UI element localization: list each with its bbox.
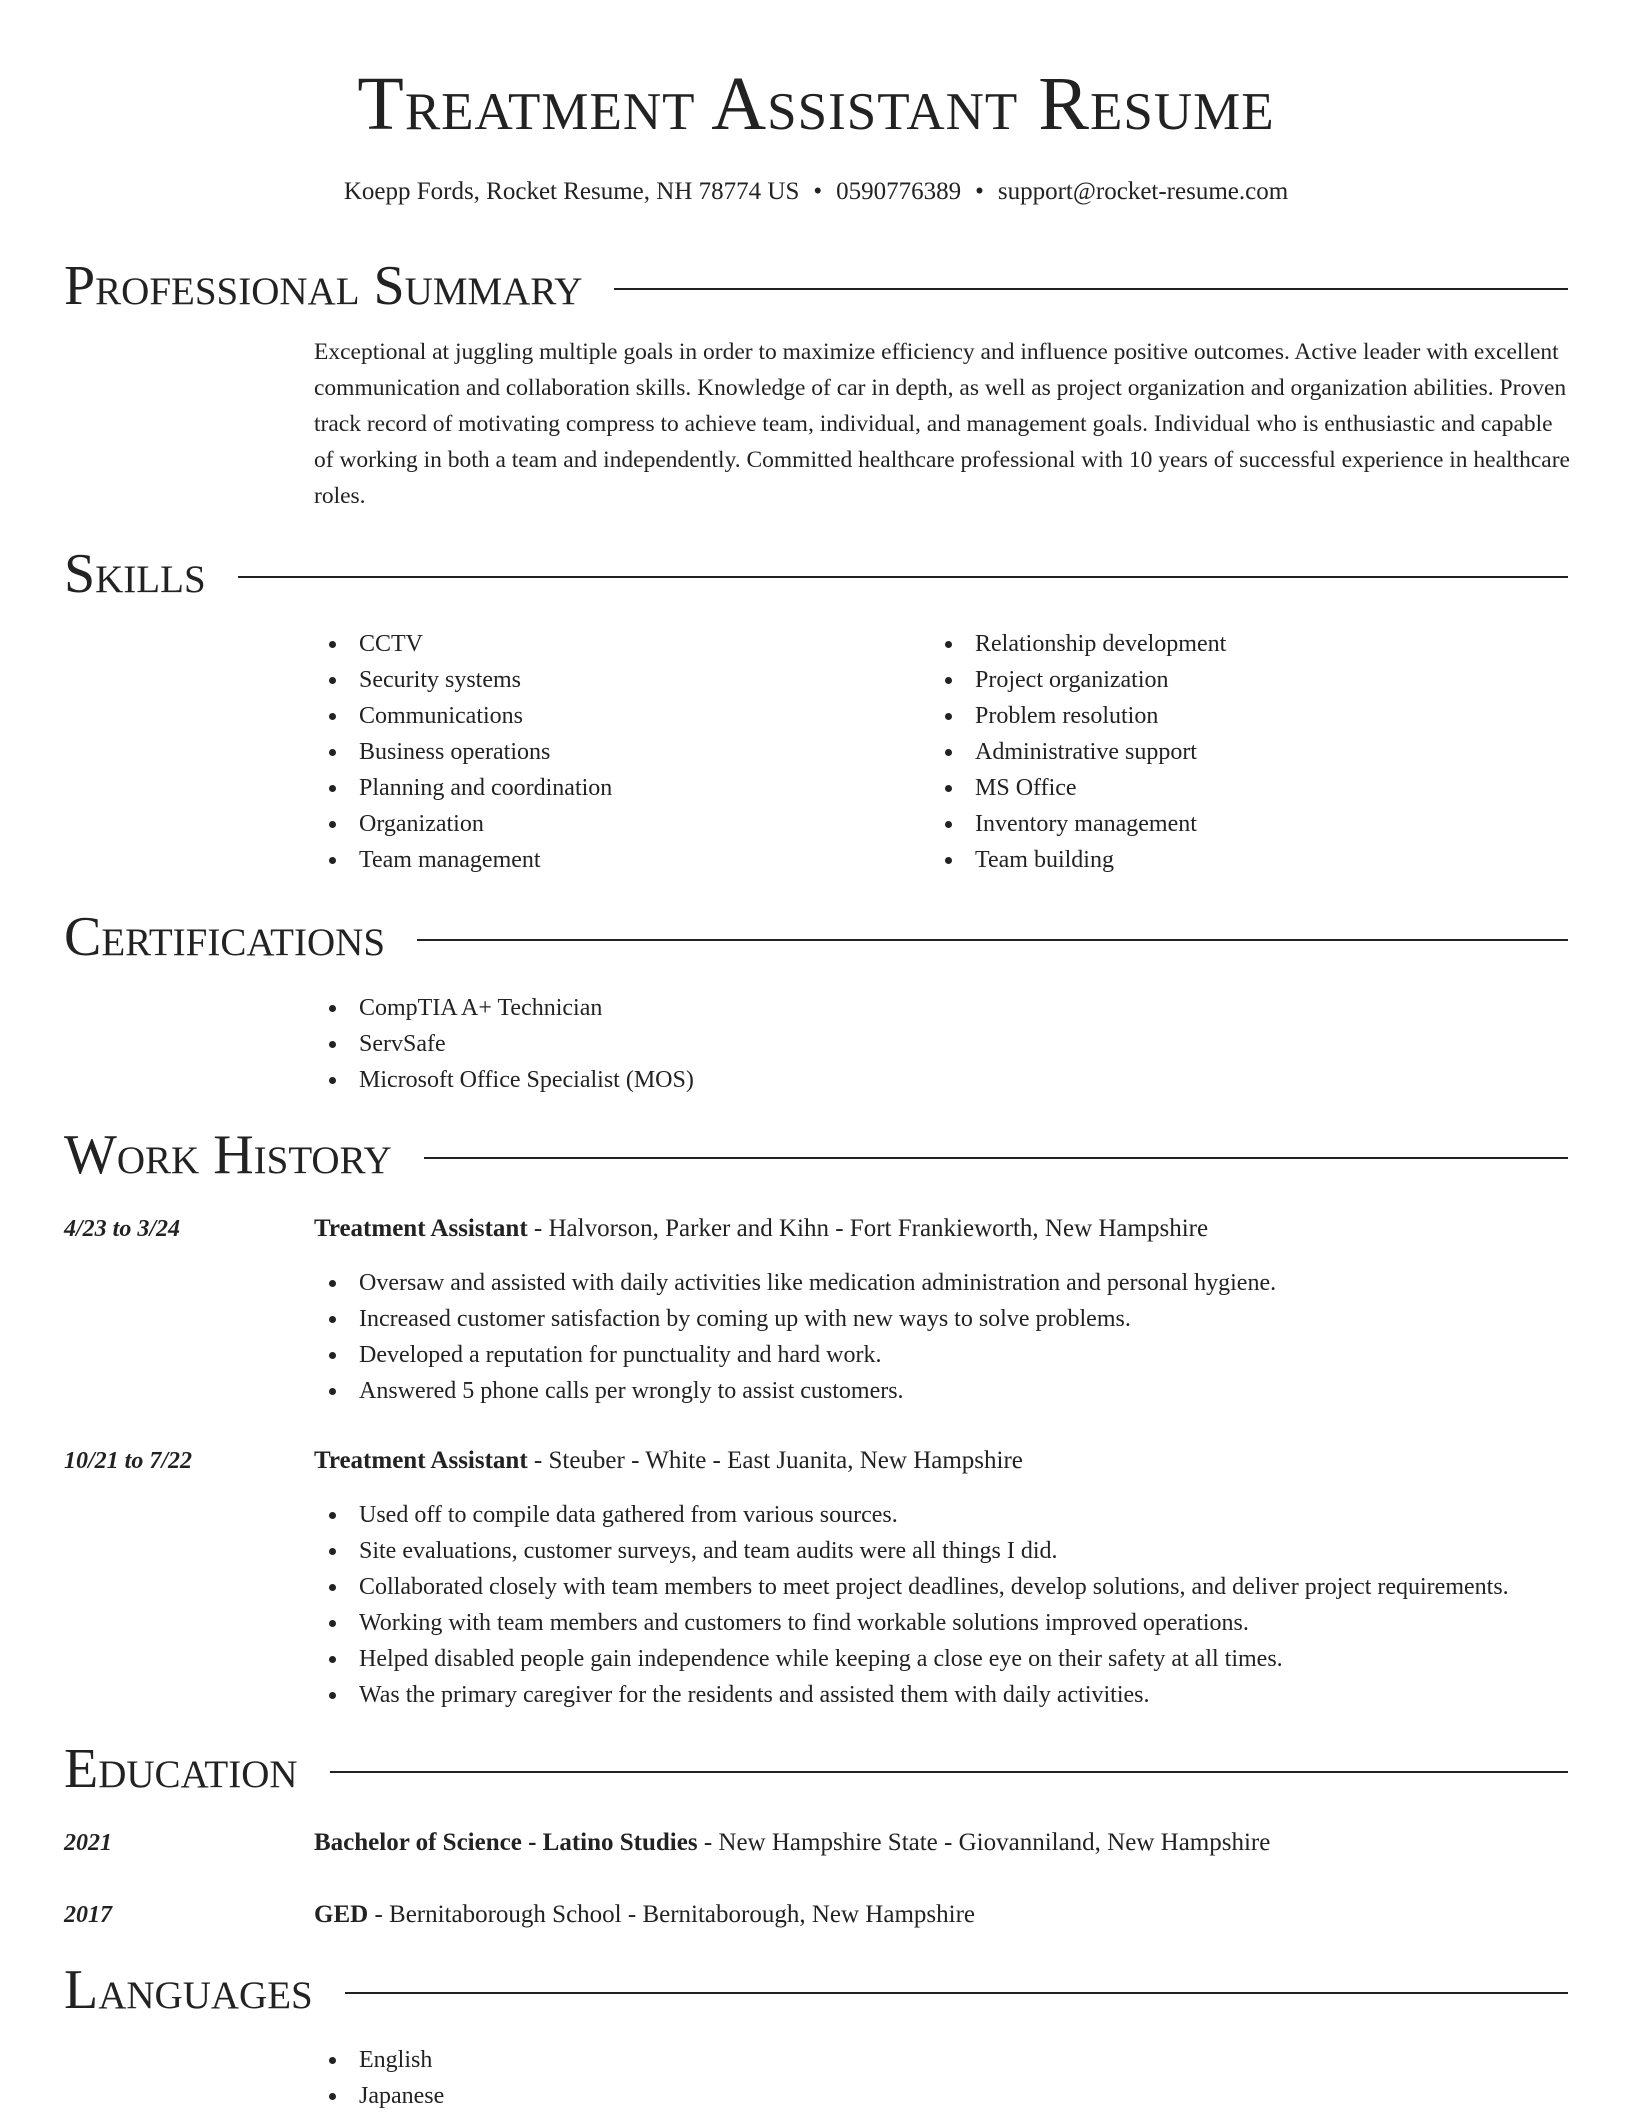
contact-phone: 0590776389: [836, 178, 962, 205]
language-item: English: [314, 2042, 444, 2078]
job-title: Treatment Assistant: [314, 1215, 528, 1242]
job-bullets: [314, 1265, 1276, 1409]
certifications-list: [314, 990, 694, 1098]
certification-item: Microsoft Office Specialist (MOS): [314, 1062, 694, 1098]
skill-item: Problem resolution: [930, 698, 1226, 734]
skill-item: Inventory management: [930, 806, 1226, 842]
contact-separator: •: [975, 178, 984, 205]
skills-list-left: [314, 626, 612, 878]
job-bullet: Answered 5 phone calls per wrongly to assist customers.: [314, 1373, 1276, 1409]
job-bullet: Helped disabled people gain independence while keeping a close eye on their safety at all times.: [314, 1641, 1509, 1677]
job-dates: 4/23 to 3/24: [64, 1216, 181, 1242]
skill-item: MS Office: [930, 770, 1226, 806]
certification-item: ServSafe: [314, 1026, 694, 1062]
job-details: - Halvorson, Parker and Kihn - Fort Frankieworth, New Hampshire: [527, 1215, 1209, 1242]
skills-section-header: [64, 544, 1568, 604]
skill-item: Relationship development: [930, 626, 1226, 662]
job-bullet: Working with team members and customers to find workable solutions improved operations.: [314, 1605, 1509, 1641]
skill-item: Business operations: [314, 734, 612, 770]
job-bullets: [314, 1497, 1509, 1713]
education-line: [314, 1825, 1270, 1861]
contact-separator: •: [813, 178, 823, 205]
summary-heading: Professional Summary: [64, 256, 614, 316]
education-details: - Bernitaborough School - Bernitaborough, New Hampshire: [368, 1901, 975, 1928]
education-year: 2021: [64, 1830, 112, 1856]
education-section-header: [64, 1739, 1568, 1799]
certification-item: CompTIA A+ Technician: [314, 990, 694, 1026]
skill-item: Communications: [314, 698, 612, 734]
education-line: [314, 1897, 975, 1933]
job-bullet: Used off to compile data gathered from various sources.: [314, 1497, 1509, 1533]
contact-address: Koepp Fords, Rocket Resume, NH 78774 US: [343, 178, 800, 205]
work-section-header: [64, 1125, 1568, 1185]
job-title-line: [314, 1211, 1208, 1247]
languages-list: [314, 2042, 444, 2114]
education-heading: Education: [64, 1739, 330, 1799]
contact-line: [0, 172, 1632, 212]
language-item: Japanese: [314, 2078, 444, 2114]
job-dates: 10/21 to 7/22: [64, 1448, 193, 1474]
skill-item: Planning and coordination: [314, 770, 612, 806]
skill-item: Administrative support: [930, 734, 1226, 770]
job-bullet: Developed a reputation for punctuality and hard work.: [314, 1337, 1276, 1373]
job-bullet: Collaborated closely with team members to meet project deadlines, develop solutions, and deliver project requirements.: [314, 1569, 1509, 1605]
skill-item: Team management: [314, 842, 612, 878]
job-details: - Steuber - White - East Juanita, New Hampshire: [527, 1447, 1023, 1474]
languages-section-header: [64, 1960, 1568, 2020]
education-details: - New Hampshire State - Giovanniland, New Hampshire: [697, 1829, 1271, 1856]
certifications-section-header: [64, 907, 1568, 967]
summary-section-header: [64, 256, 1568, 316]
skill-item: CCTV: [314, 626, 612, 662]
work-heading: Work History: [64, 1125, 424, 1185]
skills-list-right: [930, 626, 1226, 878]
skill-item: Team building: [930, 842, 1226, 878]
job-title-line: [314, 1443, 1023, 1479]
job-bullet: Was the primary caregiver for the residents and assisted them with daily activities.: [314, 1677, 1509, 1713]
job-bullet: Increased customer satisfaction by coming up with new ways to solve problems.: [314, 1301, 1276, 1337]
job-bullet: Site evaluations, customer surveys, and team audits were all things I did.: [314, 1533, 1509, 1569]
job-bullet: Oversaw and assisted with daily activities like medication administration and personal hygiene.: [314, 1265, 1276, 1301]
skills-heading: Skills: [64, 544, 238, 604]
education-degree: Bachelor of Science - Latino Studies: [314, 1829, 698, 1856]
education-degree: GED: [314, 1901, 369, 1928]
education-year: 2017: [64, 1902, 112, 1928]
skill-item: Organization: [314, 806, 612, 842]
certifications-heading: Certifications: [64, 907, 417, 967]
languages-heading: Languages: [64, 1960, 345, 2020]
section-divider: [64, 576, 1568, 578]
contact-email[interactable]: support@rocket-resume.com: [997, 178, 1289, 205]
job-title: Treatment Assistant: [314, 1447, 528, 1474]
skill-item: Project organization: [930, 662, 1226, 698]
summary-text: Exceptional at juggling multiple goals in order to maximize efficiency and influence positive outcomes. Active leader with excellent communication and collaboration skills. Knowledge of car in depth, as well as project organization and organization abilities. Proven track record of motivating compress to achieve team, individual, and management goals. Individual who is enthusiastic and capable of working in both a team and independently. Committed healthcare professional with 10 years of successful experience in healthcare roles.: [314, 339, 1570, 509]
resume-title: Treatment Assistant Resume: [357, 62, 1275, 146]
skill-item: Security systems: [314, 662, 612, 698]
